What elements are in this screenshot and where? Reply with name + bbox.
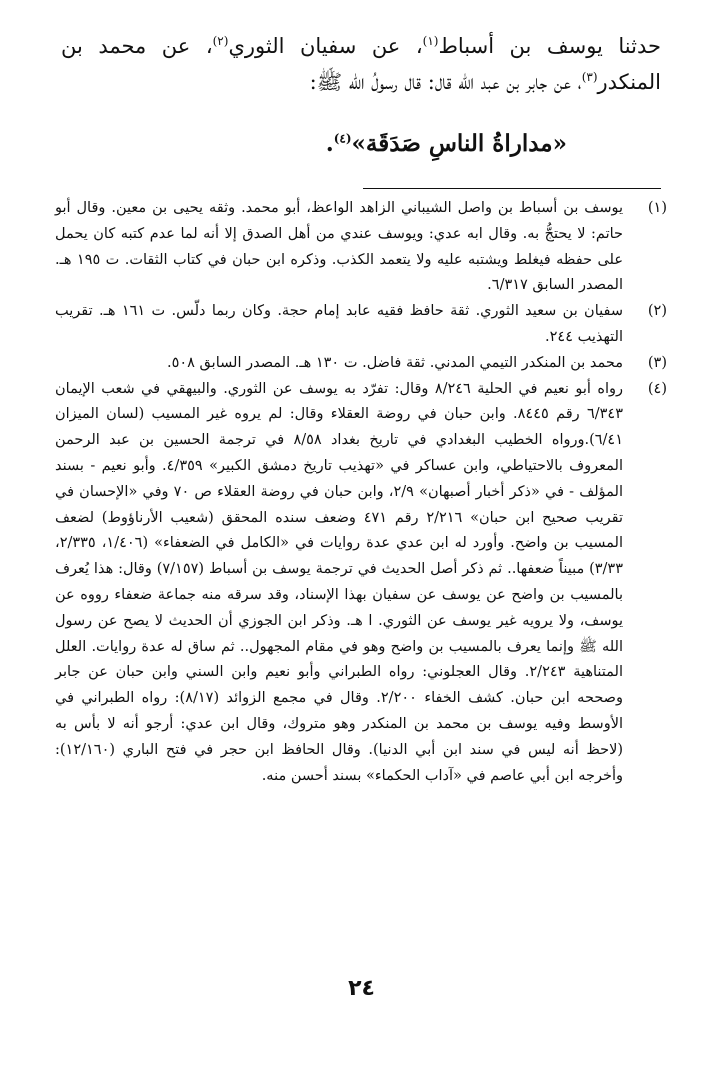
footnote-text: رواه أبو نعيم في الحلية ٨/٢٤٦ وقال: تفرّد به يوسف عن الثوري. والبيهقي في شعب الإيمان ٦/٣٤٣ رقم ٨٤٤٥. وابن حبان في روضة العقلاء وقال: لم يروه غير المسيب (لسان الميزان ٦/٤١).ورواه الخطيب البغدادي في تاريخ بغداد ٨/٥٨ في ترجمة الحسين بن عبد الرحمن المعروف بالاحتياطي، وابن عساكر في «تهذيب تاريخ دمشق الكبير» ٤/٣٥٩. وأبو نعيم - بسند المؤلف - في «ذكر أخبار أصبهان» ٢/٩، وابن حبان في روضة العقلاء ص ٧٠ وفي «الإحسان في تقريب صحيح ابن حبان» ٢/٢١٦ رقم ٤٧١ وضعف سنده المحقق (شعيب الأرناؤوط) لضعف المسيب بن واضح. وأورد له ابن عدي عدة روايات في «الكامل في الضعفاء» (١/٤٠٦، ٢/٣٣٥، ٣/٣٣) مبيناً ضعفها.. ثم ذكر أصل الحديث في ترجمة يوسف بن أسباط (٧/١٥٧) وقال: هذا يُعرف بالمسيب بن واضح عن يوسف عن سفيان بهذا الإسناد، وقد سرقه منه جماعة ضعفاء رووه عن يوسف، ولا يرويه غير يوسف عن الثوري. ا هـ. وذكر ابن الجوزي أن الحديث لا يصح عن رسول الله ﷺ وإنما يعرف بالمسيب بن واضح وهو في مقام المجهول.. ثم ساق له عدة روايات. العلل المتناهية ٢/٢٤٣. وقال العجلوني: رواه الطبراني وأبو نعيم وابن السني وابن حبان عن جابر وصححه ابن حبان. كشف الخفاء ٢/٢٠٠. وقال في مجمع الزوائد (٨/١٧): رواه الطبراني في الأوسط وفيه يوسف بن محمد بن المنكدر وهو متروك، وقال ابن عدي: أرجو أنه لا بأس به (لاحظ أنه ليس في سند ابن أبي الدنيا). وقال الحافظ ابن حجر في فتح الباري (١٢/١٦٠): وأخرجه ابن أبي عاصم في «آداب الحكماء» بسند أحسن منه.: [55, 380, 624, 784]
footnote-number: (٤): [647, 380, 667, 397]
isnad-text-4: ، عن جابر بن عبد الله قال: قال رسولُ الله ﷺ:: [309, 70, 582, 94]
footnote-3: [55, 351, 667, 377]
isnad-text-3: ، عن محمد بن المنكدر: [61, 34, 661, 94]
footnote-text: سفيان بن سعيد الثوري. ثقة حافظ فقيه عابد إمام حجة. وكان ربما دلّس. ت ١٦١ هـ. تقريب التهذيب ٢٤٤.: [55, 303, 623, 345]
isnad-text-2: ، عن سفيان الثوري: [228, 34, 423, 58]
main-text: [61, 28, 661, 100]
footnote-text: محمد بن المنكدر التيمي المدني. ثقة فاضل. ت ١٣٠ هـ. المصدر السابق ٥٠٨.: [166, 354, 623, 371]
footnote-4: [55, 377, 667, 790]
isnad-paragraph: [61, 28, 661, 100]
hadith-matn: «مداراةُ الناسِ صَدَقَة»: [351, 130, 567, 157]
footnote-number: (٣): [647, 354, 667, 371]
footnote-ref-3: (٣): [581, 70, 598, 84]
footnote-number: (٢): [647, 303, 667, 320]
footnote-1: [55, 196, 667, 299]
footnote-number: (١): [647, 200, 667, 216]
footnote-text: يوسف بن أسباط بن واصل الشيباني الزاهد الواعظ، أبو محمد. وثقه يحيى بن معين. وقال أبو حاتم: لا يحتجُّ به. وقال ابه عدي: ويوسف عندي من أهل الصدق إلا أنه لما عدم كتبه كان يحمل على حفظه فيغلط ويشتبه عليه ولا يتعمد الكذب. وذكره ابن حبان في كتاب الثقات. ت ١٩٥ هـ. المصدر السابق ٦/٣١٧.: [55, 200, 623, 294]
page-number: ٢٤: [348, 976, 375, 1001]
footnote-2: [55, 299, 667, 351]
hadith-end-mark: .: [325, 130, 334, 157]
footnote-ref-1: (١): [422, 34, 439, 48]
footnote-ref-4: (٤): [333, 131, 352, 146]
footnotes-section: [55, 196, 667, 789]
footnote-ref-2: (٢): [212, 34, 229, 48]
hadith-text: [326, 126, 567, 162]
footnote-separator: [363, 188, 661, 189]
isnad-text-1: حدثنا يوسف بن أسباط: [438, 34, 661, 58]
